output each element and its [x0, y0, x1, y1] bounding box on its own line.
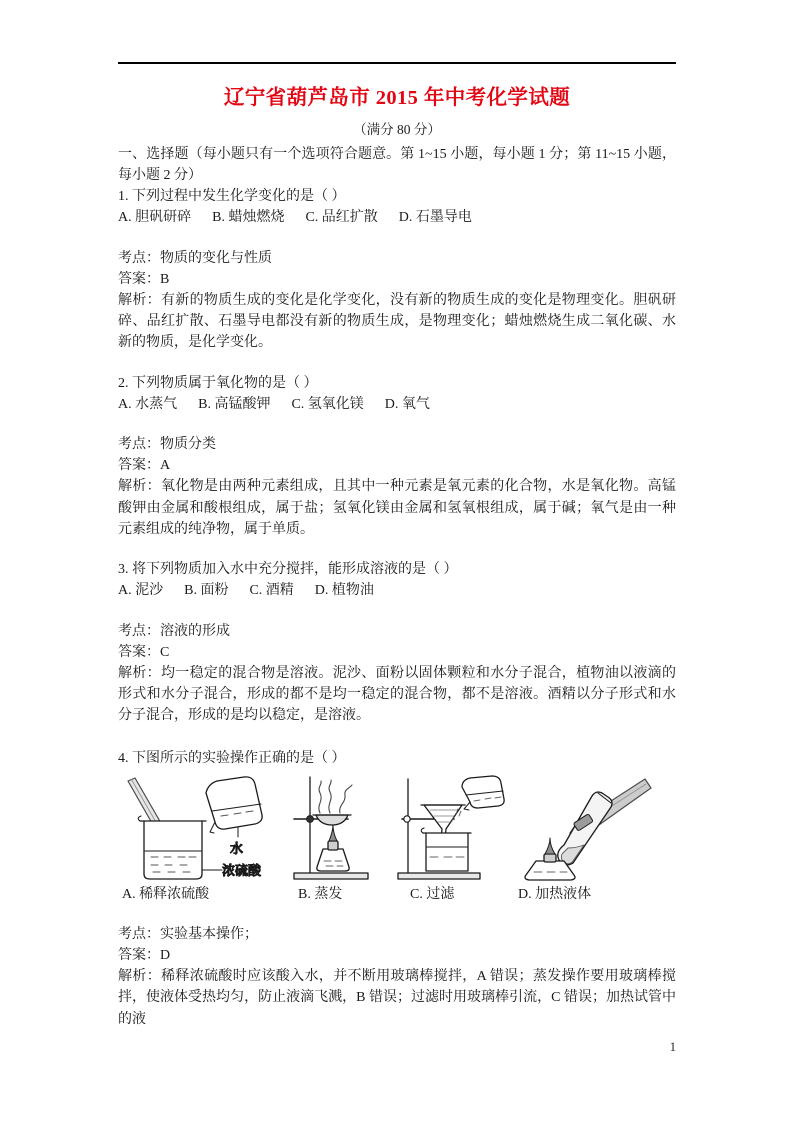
question-2-answer: 答案：A — [118, 458, 171, 474]
section-heading-multiple-choice: 一、选择题（每小题只有一个选项符合题意。第 1~15 小题，每小题 1 分；第 11~15 小题，每小题 2 分） — [118, 146, 676, 184]
question-2-stem: 2. 下列物质属于氧化物的是（ ） — [118, 375, 318, 391]
evaporating-dish-icon — [313, 815, 351, 825]
question-2 — [118, 373, 676, 540]
figure-b-caption: B. 蒸发 — [298, 886, 343, 902]
question-2-explanation: 解析：氧化物是由两种元素组成，且其中一种元素是氧元素的化合物，水是氧化物。高锰酸钾由金属和酸根组成，属于盐；氢氧化镁由金属和氢氧根组成，属于碱；氧气是由一种元素组成的纯净物，属于单质。 — [118, 479, 676, 537]
total-score-subtitle: （满分 80 分） — [353, 121, 441, 137]
question-4-explanation: 解析：稀释浓硫酸时应该酸入水，并不断用玻璃棒搅拌，A 错误；蒸发操作要用玻璃棒搅拌，使液体受热均匀，防止液滴飞溅，B 错误；过滤时用玻璃棒引流，C 错误；加热试管中的液 — [118, 969, 676, 1027]
question-1-kaodian: 考点：物质的变化与性质 — [118, 250, 272, 266]
question-3-kaodian: 考点：溶液的形成 — [118, 623, 230, 639]
test-tube-icon — [558, 792, 612, 865]
question-3-answer: 答案：C — [118, 644, 170, 660]
page-title: 辽宁省葫芦岛市 2015 年中考化学试题 — [223, 87, 571, 109]
figure-a-acid-label: 浓硫酸 — [222, 862, 262, 878]
question-4-kaodian: 考点：实验基本操作； — [118, 926, 258, 942]
figure-a-caption: A. 稀释浓硫酸 — [122, 886, 210, 902]
figure-d-heating-liquid — [514, 775, 664, 903]
question-1-stem: 1. 下列过程中发生化学变化的是（ ） — [118, 189, 346, 205]
question-3-stem: 3. 将下列物质加入水中充分搅拌，能形成溶液的是（ ） — [118, 562, 458, 578]
page-number: 1 — [669, 1040, 676, 1054]
spacer — [118, 229, 676, 248]
header-divider — [118, 62, 676, 64]
document-content — [118, 62, 676, 1030]
figure-a-water-label: 水 — [230, 840, 244, 856]
beaker-icon — [138, 816, 206, 879]
spacer — [118, 415, 676, 434]
spacer — [118, 540, 676, 559]
question-1-explanation: 解析：有新的物质生成的变化是化学变化，没有新的物质生成的变化是物理变化。胆矾研碎、品红扩散、石墨导电都没有新的物质生成，是物理变化；蜡烛燃烧生成二氧化碳、水新的物质，是化学变化。 — [118, 293, 676, 351]
pouring-beaker-icon — [462, 776, 504, 810]
figure-c-filtration — [396, 775, 516, 903]
question-4-figure-row — [118, 775, 676, 903]
question-3 — [118, 559, 676, 726]
spacer — [118, 727, 676, 748]
question-4-answer: 答案：D — [118, 947, 171, 963]
spacer — [118, 905, 676, 924]
question-1-options: A. 胆矾研碎 B. 蜡烛燃烧 C. 品红扩散 D. 石墨导电 — [118, 210, 472, 226]
figure-c-caption: C. 过滤 — [410, 886, 455, 902]
figure-b-evaporation — [286, 775, 396, 903]
figure-d-caption: D. 加热液体 — [518, 886, 592, 902]
pouring-beaker-icon — [206, 777, 262, 833]
question-1-answer: 答案：B — [118, 271, 170, 287]
figure-a-dilute-sulfuric-acid — [122, 775, 282, 903]
question-2-kaodian: 考点：物质分类 — [118, 437, 216, 453]
question-3-explanation: 解析：均一稳定的混合物是溶液。泥沙、面粉以固体颗粒和水分子混合，植物油以液滴的形式和水分子混合，形成的都不是均一稳定的混合物，都不是溶液。酒精以分子形式和水分子混合，形成的是均以稳定，是溶液。 — [118, 665, 676, 724]
question-2-options: A. 水蒸气 B. 高锰酸钾 C. 氢氧化镁 D. 氧气 — [118, 396, 430, 412]
alcohol-lamp-icon — [317, 825, 349, 871]
question-3-options: A. 泥沙 B. 面粉 C. 酒精 D. 植物油 — [118, 583, 374, 599]
spacer — [118, 602, 676, 621]
question-4-stem: 4. 下图所示的实验操作正确的是（ ） — [118, 750, 346, 766]
question-1 — [118, 186, 676, 353]
steam-icon — [319, 780, 352, 813]
beaker-icon — [421, 828, 471, 871]
question-4 — [118, 748, 676, 1030]
spacer — [118, 354, 676, 373]
